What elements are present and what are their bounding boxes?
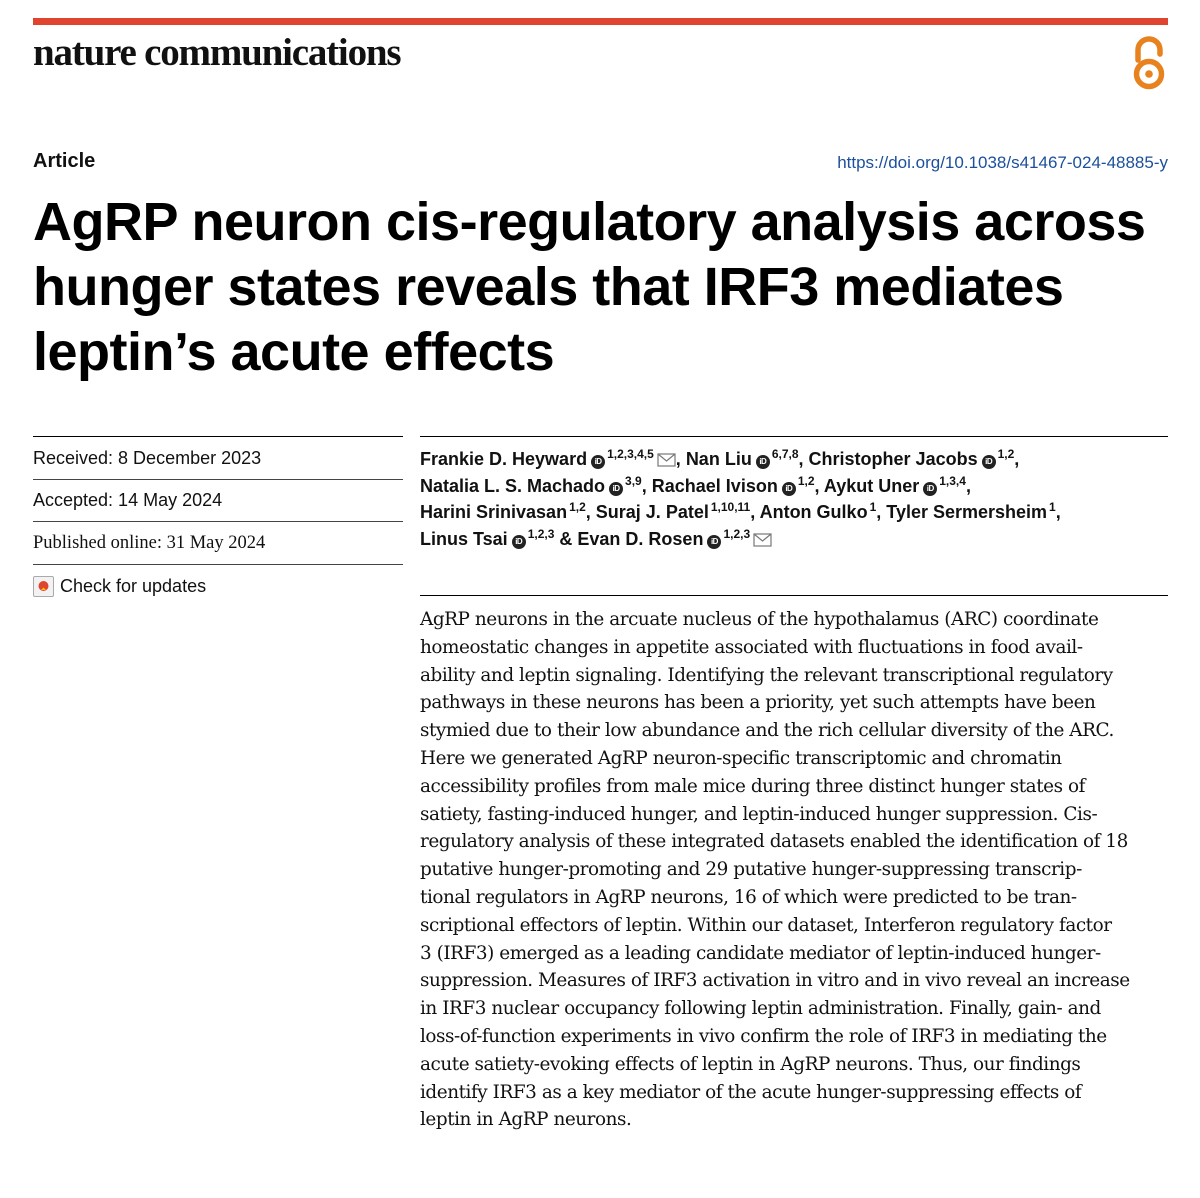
author-affiliations: 1,10,11 <box>710 500 751 514</box>
abstract-line: satiety, fasting-induced hunger, and leptin-induced hunger suppression. Cis- <box>420 803 1098 825</box>
author-separator: & <box>554 528 573 549</box>
abstract-line: identify IRF3 as a key mediator of the acute hunger-suppressing effects of <box>420 1081 1082 1103</box>
author-affiliations: 1,2 <box>997 447 1015 461</box>
author-entry <box>420 449 681 469</box>
title-line: leptin’s acute effects <box>33 322 555 382</box>
author-name[interactable]: Linus Tsai <box>420 528 508 549</box>
abstract-line: scriptional effectors of leptin. Within our dataset, Interferon regulatory factor <box>420 914 1112 936</box>
author-name[interactable]: Christopher Jacobs <box>808 449 978 469</box>
journal-header-rule <box>33 18 1168 25</box>
date-divider <box>33 479 403 480</box>
author-name[interactable]: Harini Srinivasan <box>420 502 568 522</box>
abstract-line: loss-of-function experiments in vivo confirm the role of IRF3 in mediating the <box>420 1025 1107 1047</box>
abstract-line: tional regulators in AgRP neurons, 16 of which were predicted to be tran- <box>420 886 1077 908</box>
author-entry <box>420 502 591 522</box>
orcid-icon[interactable]: iD <box>609 482 623 496</box>
abstract-line: pathways in these neurons has been a priority, yet such attempts have been <box>420 692 1096 714</box>
abstract-top-rule <box>420 595 1168 596</box>
author-name[interactable]: Evan D. Rosen <box>577 528 704 549</box>
author-entry <box>760 502 882 522</box>
orcid-icon[interactable]: iD <box>923 482 937 496</box>
author-name[interactable]: Rachael Ivison <box>651 475 778 496</box>
author-entry <box>809 449 1020 469</box>
abstract-line: leptin in AgRP neurons. <box>420 1109 632 1131</box>
author-separator: , <box>798 449 804 469</box>
orcid-icon[interactable]: iD <box>756 455 770 469</box>
author-separator: , <box>965 475 971 496</box>
accepted-date: Accepted: 14 May 2024 <box>33 490 223 510</box>
orcid-icon[interactable]: iD <box>982 455 996 469</box>
author-affiliations: 6,7,8 <box>771 447 799 461</box>
abstract-line: AgRP neurons in the arcuate nucleus of the hypothalamus (ARC) coordinate <box>420 609 1099 630</box>
author-entry <box>596 502 755 522</box>
author-separator: , <box>641 475 647 496</box>
orcid-icon[interactable]: iD <box>782 482 796 496</box>
check-updates-label: Check for updates <box>60 576 207 596</box>
author-affiliations: 3,9 <box>625 473 642 488</box>
abstract-line: 3 (IRF3) emerged as a leading candidate mediator of leptin-induced hunger- <box>420 942 1101 964</box>
author-separator: , <box>1014 449 1020 469</box>
author-separator: , <box>675 449 681 469</box>
abstract-line: putative hunger-promoting and 29 putative hunger-suppressing transcrip- <box>420 859 1082 881</box>
doi-link[interactable]: https://doi.org/10.1038/s41467-024-48885-y <box>837 153 1168 172</box>
author-separator: , <box>750 502 756 522</box>
abstract-line: ability and leptin signaling. Identifying the relevant transcriptional regulatory <box>420 664 1113 686</box>
orcid-icon[interactable]: iD <box>707 535 721 549</box>
abstract-line: suppression. Measures of IRF3 activation in vitro and in vivo reveal an increase <box>420 970 1130 992</box>
date-divider <box>33 521 403 522</box>
journal-name[interactable]: nature communications <box>33 31 401 74</box>
title-line: hunger states reveals that IRF3 mediates <box>33 257 1064 317</box>
author-separator: , <box>1055 502 1061 522</box>
author-affiliations: 1,2 <box>569 500 586 514</box>
abstract-line: accessibility profiles from male mice during three distinct hunger states of <box>420 775 1085 797</box>
author-affiliations: 1,2 <box>797 473 815 488</box>
abstract-line: in IRF3 nuclear occupancy following leptin administration. Finally, gain- and <box>420 998 1101 1020</box>
author-list <box>420 446 1170 552</box>
author-separator: , <box>814 475 820 496</box>
authors-top-rule <box>420 436 1168 437</box>
orcid-icon[interactable]: iD <box>591 455 605 469</box>
author-separator: , <box>585 502 591 522</box>
date-divider <box>33 564 403 565</box>
abstract-line: regulatory analysis of these integrated datasets enabled the identification of 18 <box>420 831 1128 853</box>
author-entry <box>686 449 804 469</box>
received-date: Received: 8 December 2023 <box>33 448 262 468</box>
author-entry <box>651 473 820 496</box>
author-entry <box>577 526 772 549</box>
author-name[interactable]: Suraj J. Patel <box>595 502 709 522</box>
abstract-line: homeostatic changes in appetite associated with fluctuations in food avail- <box>420 636 1083 658</box>
author-affiliations: 1 <box>1049 500 1056 514</box>
author-separator: , <box>876 502 882 522</box>
published-date: Published online: 31 May 2024 <box>33 533 266 553</box>
open-access-lock-icon[interactable] <box>1130 36 1168 90</box>
author-affiliations: 1,2,3,4,5 <box>607 447 654 461</box>
email-icon[interactable] <box>753 533 772 547</box>
author-affiliations: 1,3,4 <box>939 473 966 488</box>
author-name[interactable]: Natalia L. S. Machado <box>420 475 606 496</box>
abstract-line: acute satiety-evoking effects of leptin in AgRP neurons. Thus, our findings <box>420 1053 1081 1075</box>
orcid-icon[interactable]: iD <box>512 535 526 549</box>
author-affiliations: 1,2,3 <box>723 526 751 541</box>
check-for-updates-button[interactable] <box>33 576 206 597</box>
article-type-label: Article <box>33 150 96 172</box>
abstract <box>420 606 1168 1134</box>
author-entry <box>886 502 1060 522</box>
abstract-line: stymied due to their low abundance and the rich cellular diversity of the ARC. <box>420 720 1114 742</box>
author-name[interactable]: Frankie D. Heyward <box>420 449 588 469</box>
author-affiliations: 1,2,3 <box>527 526 555 541</box>
abstract-line: Here we generated AgRP neuron-specific transcriptomic and chromatin <box>420 747 1062 769</box>
email-icon[interactable] <box>657 453 676 467</box>
author-entry <box>420 526 573 549</box>
dates-top-rule <box>33 436 403 437</box>
author-name[interactable]: Anton Gulko <box>759 502 868 522</box>
check-updates-icon <box>33 576 54 597</box>
author-entry <box>420 473 647 496</box>
author-name[interactable]: Nan Liu <box>685 449 752 469</box>
author-entry <box>823 473 971 496</box>
title-line: AgRP neuron cis-regulatory analysis across <box>33 192 1146 252</box>
author-affiliations: 1 <box>869 500 877 514</box>
article-title <box>33 190 1173 385</box>
author-name[interactable]: Aykut Uner <box>823 475 920 496</box>
author-name[interactable]: Tyler Sermersheim <box>886 502 1048 522</box>
